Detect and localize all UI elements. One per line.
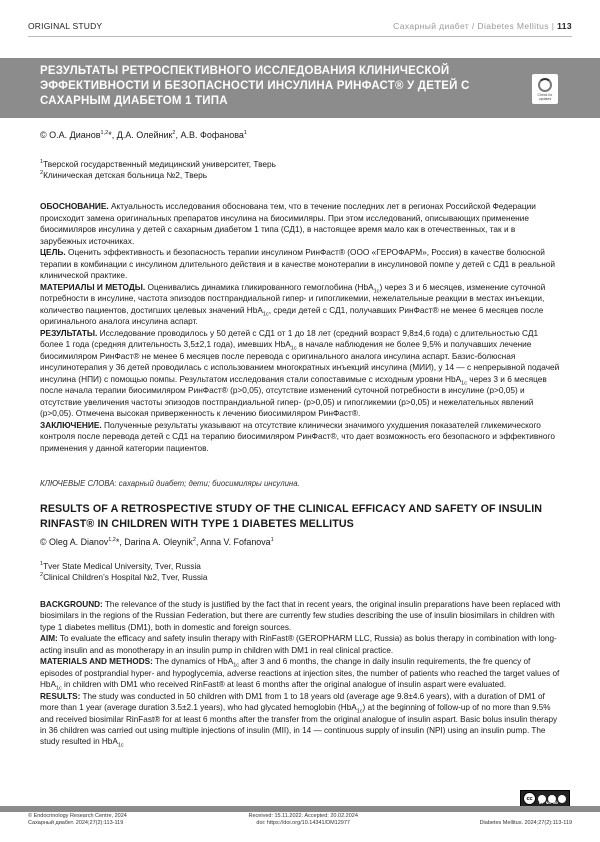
ru-title-band — [0, 58, 600, 118]
check-for-updates-label: Check for updates — [537, 92, 553, 101]
en-affiliation-1: $^1$Tver State Medical University, Tver, Russia — [40, 561, 201, 571]
en-abstract — [40, 599, 562, 748]
en-authors: © Oleg A. Dianov$^{1,2}$*, Darina A. Oleynik$^2$, Anna V. Fofanova$^1$ — [40, 537, 274, 547]
ru-methods: МАТЕРИАЛЫ И МЕТОДЫ. Оценивались динамика гликированного гемоглобина (HbA$_{1c}$) через 3 и 6 месяцев, изменение суточной потребности в инсулине, частота эпизодов постпрандиальной гипер- и гипогликемии, нежелательные реакции в местах инъекции, количество пациентов, достигших целевых значений HbA$_{1c}$, среди детей с СД1, получавших РинФаст® не менее 6 месяцев после оригинального аналога инсулина аспарт. — [40, 281, 546, 326]
page-footer — [28, 813, 572, 827]
journal-running-title: Сахарный диабет / Diabetes Mellitus | 113 — [393, 21, 572, 31]
ru-results: РЕЗУЛЬТАТЫ. Исследование проводилось у 50 детей с СД1 от 1 до 18 лет (средний возраст 9,8±4,6 года) с длительностью СД1 более 1 года (средняя длительность 3,5±2,1 года), имевших HbA$_{1c}$ в начале наблюдения не более 9,5% и получавших лечение биосимиляром РинФаст® не менее 6 месяцев после перевода с оригинального аналога инсулина аспарт. Базис-болюсная инсулинотерапия у 36 детей проводилась с использованием многократных инъекций инсулина (МИИ), у 14 — с непрерывной подачей инсулина (НПИ) с помощью помпы. Результатом исследования стали сопоставимые с исходным уровни HbA$_{1c}$ через 3 и 6 месяцев после начала терапии биосимиляром РинФаст® (р>0,05), отсутствие изменений суточной потребности в инсулине (р>0,05) и отсутствие увеличения частоты эпизодов постпрандиальной гипер- (р>0,05) и гипогликемии (р>0,05) и нежелательных явлений (р>0,05). Отмечена высокая приверженность к лечению биосимиляром РинФаст®. — [40, 327, 560, 418]
running-header — [28, 18, 572, 34]
ru-affiliation-1: $^1$Тверской государственный медицинский университет, Тверь — [40, 159, 276, 169]
ru-article-title: РЕЗУЛЬТАТЫ РЕТРОСПЕКТИВНОГО ИССЛЕДОВАНИЯ КЛИНИЧЕСКОЙ ЭФФЕКТИВНОСТИ И БЕЗОПАСНОСТИ ИНСУЛИНА РИНФАСТ® У ДЕТЕЙ С САХАРНЫМ ДИАБЕТОМ 1 ТИПА — [40, 65, 470, 107]
header-divider — [28, 36, 572, 37]
ru-affiliation-2: $^2$Клиническая детская больница №2, Тверь — [40, 170, 208, 181]
doi-link[interactable]: doi: https://doi.org/10.14341/DM12977 — [256, 820, 350, 826]
en-affiliations — [40, 561, 562, 584]
check-for-updates-icon — [538, 78, 552, 92]
footer-left: © Endocrinology Research Centre, 2024 Сахарный диабет. 2024;27(2):113-119 — [28, 813, 127, 826]
footer-band — [0, 806, 600, 812]
nd-icon — [558, 795, 566, 803]
section-label: ORIGINAL STUDY — [28, 21, 103, 31]
ru-affiliations — [40, 159, 562, 182]
en-aim: AIM: To evaluate the efficacy and safety insulin therapy with RinFast® (GEROPHARM LLC, Russia) as bolus therapy in combination with long-acting insulin and as monotherapy in an insulin pump in children with DM1 in real clinical practice. — [40, 634, 557, 655]
ru-aim: ЦЕЛЬ. Оценить эффективность и безопасность терапии инсулином РинФаст® (ООО «ГЕРОФАРМ», Россия) в качестве болюсной терапии в комбинации с инсулином длительного действия и в качестве монотерапии в инсулиновой помпе у детей с СД1 в реальной клинической практике. — [40, 247, 556, 280]
en-methods: MATERIALS AND METHODS: The dynamics of HbA$_{1c}$ after 3 and 6 months, the change in daily insulin requirements, the fre quency of episodes of postprandial hyper- and hypoglycemia, adverse reactions at injection sites, the number of patients who reached the target values of HbA$_{1c}$ in children with DM1 who received RinFast® at least 6 months after the original analogue of insulin aspart were evaluated. — [40, 657, 560, 692]
ru-authors: © О.А. Дианов$^{1,2}$*, Д.А. Олейник$^2$, А.В. Фофанова$^1$ — [40, 130, 247, 140]
en-article-title: RESULTS OF A RETROSPECTIVE STUDY OF THE CLINICAL EFFICACY AND SAFETY OF INSULIN RINFAST® IN CHILDREN WITH TYPE 1 DIABETES MELLITUS — [40, 503, 543, 530]
page-number: 113 — [557, 21, 572, 31]
footer-right: Diabetes Mellitus. 2024;27(2):113-119 — [479, 820, 572, 826]
check-for-updates-badge[interactable] — [532, 74, 558, 104]
ru-abstract — [40, 201, 562, 454]
ru-keywords: КЛЮЧЕВЫЕ СЛОВА: сахарный диабет; дети; биосимиляры инсулина. — [40, 479, 300, 488]
cc-license-badge[interactable] — [520, 790, 570, 807]
cc-license-terms: BY NC ND — [539, 801, 558, 805]
footer-center: Received: 15.11.2022. Accepted: 20.02.2024 doi: https://doi.org/10.14341/DM12977 — [248, 813, 358, 826]
en-results: RESULTS: The study was conducted in 50 children with DM1 from 1 to 18 years old (average age 9.8±4.6 years), with a duration of DM1 of more than 1 year (average duration 3.5±2.1 years), who had glycated hemoglobin (HbA$_{1c}$) at the beginning of follow-up of no more than 9.5% and received biosimilar RinFast® for at least 6 months after the transfer from the original analogue of insulin aspart. Basic bolus insulin therapy in 36 children was carried out using multiple injections of insulin (MII), in 14 — continuous supply of insulin (NPI) using an insulin pump. The study resulted in HbA$_{1c}$ — [40, 691, 558, 750]
ru-conclusion: ЗАКЛЮЧЕНИЕ. Полученные результаты указывают на отсутствие клинически значимого ухудшения показателей гликемического контроля после перевода детей с СД1 на терапию биосимиляром РинФаст®, что дает возможность его безопасного и эффективного применения у данной категории пациентов. — [40, 419, 555, 453]
journal-name: Сахарный диабет / Diabetes Mellitus — [393, 21, 549, 31]
en-background: BACKGROUND: The relevance of the study is justified by the fact that in recent years, the original insulin preparations have been replaced with biosimilars in the regions of the Russian Federation, but there are currently few studies describing the use of insulin biosimilars in children with type 1 diabetes mellitus (DM1), both in domestic and foreign sources. — [40, 600, 561, 632]
en-affiliation-2: $^2$Clinical Children’s Hospital №2, Tver, Russia — [40, 572, 208, 583]
cc-icon: cc — [523, 792, 536, 805]
ru-background: ОБОСНОВАНИЕ. Актуальность исследования обоснована тем, что в течение последних лет в регионах Российской Федерации происходит замена оригинальных препаратов инсулина на биосимиляры. При этом исследований, описывающих применение биосимиляров инсулина у детей с сахарным диабетом 1 типа (СД1), в настоящее время мало как в отечественных, так и в зарубежных источниках. — [40, 201, 536, 246]
